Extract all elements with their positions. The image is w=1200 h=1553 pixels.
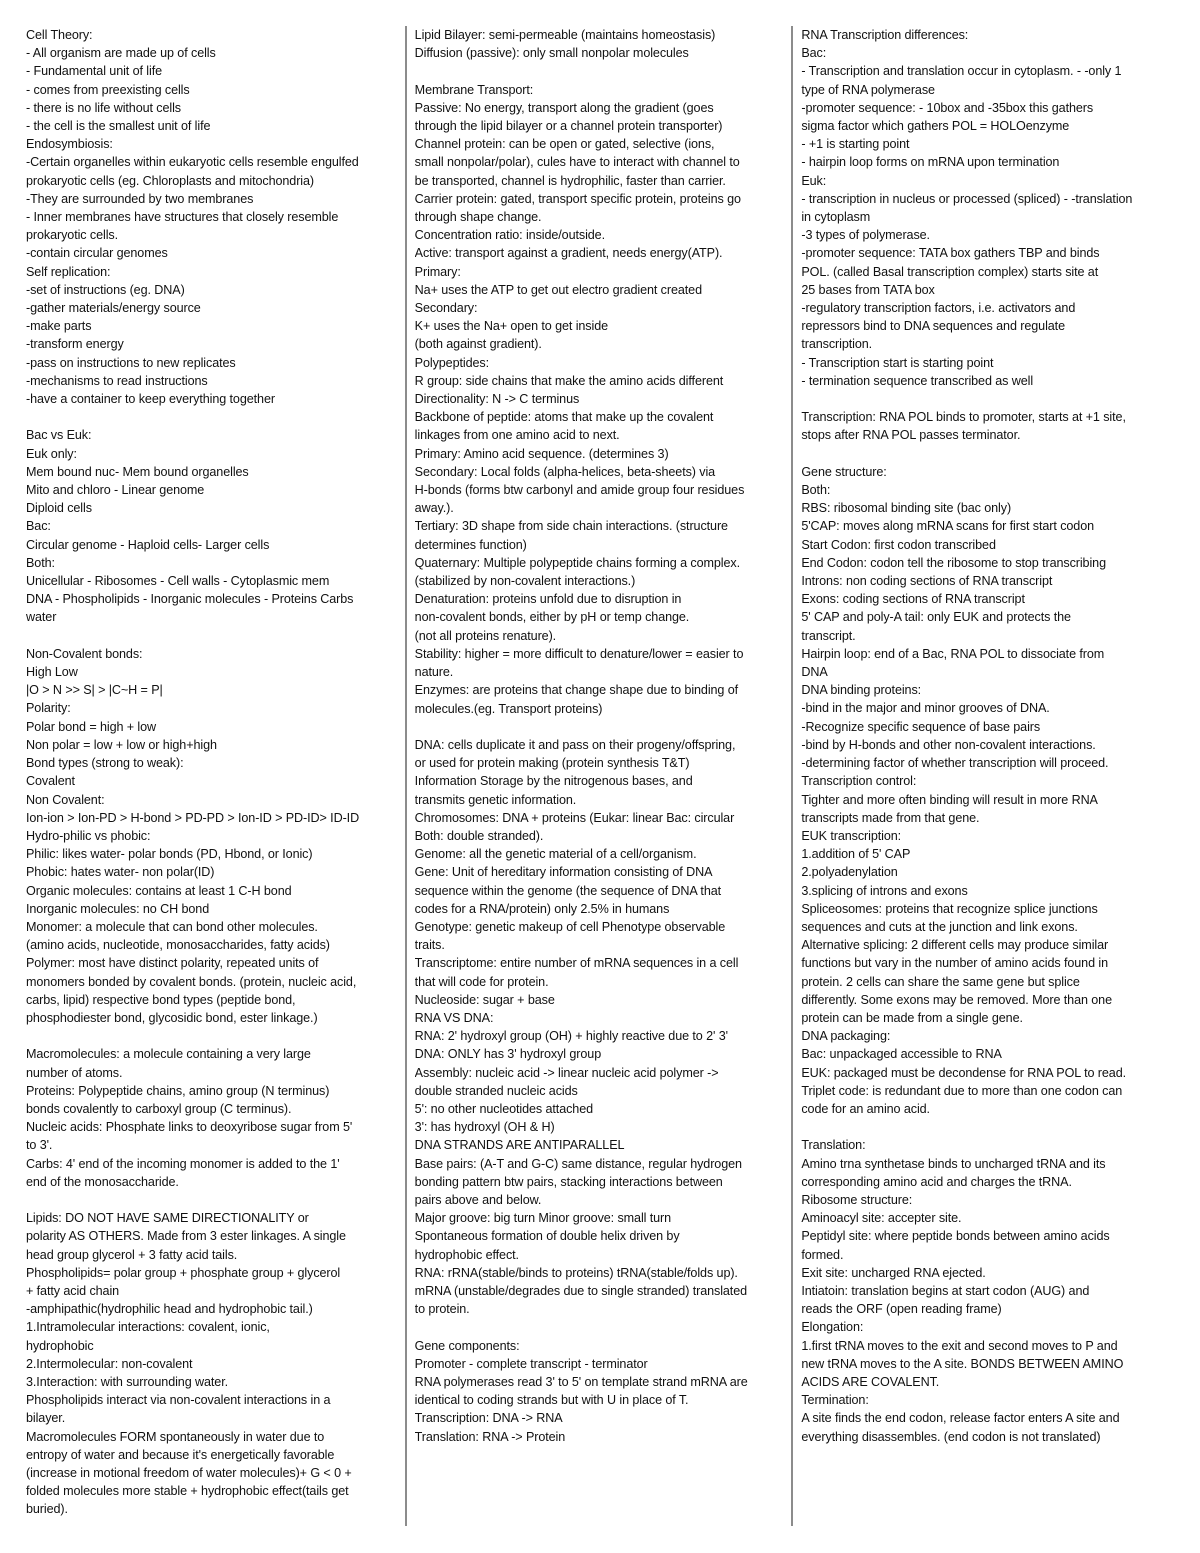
note-line: differently. Some exons may be removed. More than one [801,992,1112,1007]
notes-column-3 [793,26,1176,1526]
note-line: Start Codon: first codon transcribed [801,537,996,552]
note-line: Information Storage by the nitrogenous bases, and [414,774,693,789]
note-line: repressors bind to DNA sequences and regulate [801,319,1065,334]
note-line: RBS: ribosomal binding site (bac only) [801,501,1012,516]
note-line: pairs above and below. [414,1192,542,1207]
note-line: (amino acids, nucleotide, monosaccharides, fatty acids) [26,938,330,953]
note-line: Gene components: [414,1338,520,1353]
note-line: corresponding amino acid and charges the tRNA. [801,1174,1072,1189]
note-line [415,62,786,80]
note-line: Both: double stranded). [414,828,544,843]
note-line: Chromosomes: DNA + proteins (Eukar: linear Bac: circular [414,810,735,825]
note-line: -Certain organelles within eukaryotic cells resemble engulfed [26,155,359,170]
note-line: Inorganic molecules: no CH bond [26,901,210,916]
note-line: Transcriptome: entire number of mRNA sequences in a cell [414,956,739,971]
note-line: (increase in motional freedom of water molecules)+ G < 0 + [26,1465,352,1480]
note-line: - Transcription start is starting point [801,355,994,370]
note-line: Endosymbiosis: [26,137,113,152]
note-line: head group glycerol + 3 fatty acid tails. [26,1247,238,1262]
note-line: - comes from preexisting cells [26,82,190,97]
note-line: Channel protein: can be open or gated, selective (ions, [414,137,715,152]
note-line: Promoter - complete transcript - terminator [414,1356,648,1371]
note-line: hydrophobic effect. [414,1247,519,1262]
note-line: water [26,610,57,625]
note-line: Transcription: DNA -> RNA [414,1411,563,1426]
note-line: prokaryotic cells (eg. Chloroplasts and mitochondria) [26,173,314,188]
note-line: 2.polyadenylation [801,865,898,880]
note-line: + fatty acid chain [26,1283,120,1298]
note-line: 5'CAP: moves along mRNA scans for first start codon [801,519,1095,534]
note-line: Ion-ion > Ion-PD > H-bond > PD-PD > Ion-ID > PD-ID> ID-ID [26,810,360,825]
note-line: RNA: rRNA(stable/binds to proteins) tRNA(stable/folds up). [414,1265,738,1280]
note-line: Self replication: [26,264,111,279]
note-line: Mito and chloro - Linear genome [26,483,205,498]
note-line: double stranded nucleic acids [414,1083,578,1098]
note-line: Diffusion (passive): only small nonpolar molecules [414,46,689,61]
note-line [26,1027,399,1045]
note-line: - there is no life without cells [26,100,181,115]
note-line: mRNA (unstable/degrades due to single stranded) translated [414,1283,748,1298]
note-line: Polarity: [26,701,71,716]
note-line: Enzymes: are proteins that change shape due to binding of [414,683,739,698]
note-line: - the cell is the smallest unit of life [26,119,211,134]
note-line [26,1191,399,1209]
note-line: formed. [801,1247,844,1262]
note-line: -have a container to keep everything together [26,392,275,407]
note-line: Passive: No energy, transport along the gradient (goes [414,100,714,115]
note-line: Bond types (strong to weak): [26,756,184,771]
note-line: -amphipathic(hydrophilic head and hydrophobic tail.) [26,1302,313,1317]
note-line: transcription. [801,337,873,352]
note-line: phosphodiester bond, glycosidic bond, ester linkage.) [26,1010,318,1025]
note-line: Peptidyl site: where peptide bonds between amino acids [801,1229,1110,1244]
note-line: Directionality: N -> C terminus [414,392,580,407]
note-line: EUK: packaged must be decondense for RNA POL to read. [801,1065,1127,1080]
note-line [801,445,1176,463]
note-line: Translation: [801,1138,866,1153]
note-line: transcript. [801,628,856,643]
note-line: Exit site: uncharged RNA ejected. [801,1265,986,1280]
note-line [801,390,1176,408]
note-line: - +1 is starting point [801,137,910,152]
note-line: -3 types of polymerase. [801,228,930,243]
note-line: Bac vs Euk: [26,428,92,443]
note-line: 25 bases from TATA box [801,282,935,297]
note-line: away.). [414,501,454,516]
note-line: sigma factor which gathers POL = HOLOenzyme [801,119,1070,134]
note-line: through shape change. [414,210,542,225]
note-line: - All organism are made up of cells [26,46,216,61]
note-line: DNA - Phospholipids - Inorganic molecules - Proteins Carbs [26,592,354,607]
note-line: Genome: all the genetic material of a cell/organism. [414,847,697,862]
note-line: - termination sequence transcribed as well [801,373,1034,388]
note-line: Major groove: big turn Minor groove: small turn [414,1211,672,1226]
note-line: RNA: 2' hydroxyl group (OH) + highly reactive due to 2' 3' [414,1029,728,1044]
note-line: Amino trna synthetase binds to uncharged tRNA and its [801,1156,1106,1171]
note-line: - transcription in nucleus or processed (spliced) - -translation [801,191,1133,206]
note-line: Monomer: a molecule that can bond other molecules. [26,919,318,934]
note-line: Carbs: 4' end of the incoming monomer is added to the 1' [26,1156,340,1171]
note-line: Tighter and more often binding will result in more RNA [801,792,1098,807]
note-line: 5': no other nucleotides attached [414,1101,594,1116]
note-line: Quaternary: Multiple polypeptide chains forming a complex. [414,555,740,570]
note-line: -make parts [26,319,92,334]
note-line: hydrophobic [26,1338,94,1353]
note-line: Aminoacyl site: accepter site. [801,1211,962,1226]
note-line: Organic molecules: contains at least 1 C-H bond [26,883,292,898]
note-line: Hydro-philic vs phobic: [26,828,151,843]
note-line: -pass on instructions to new replicates [26,355,236,370]
note-line: |O > N >> S| > |C~H = P| [26,683,163,698]
note-line: Bac: [801,46,827,61]
note-line: be transported, channel is hydrophilic, faster than carrier. [414,173,726,188]
note-line: (not all proteins renature). [414,628,557,643]
note-line: everything disassembles. (end codon is not translated) [801,1429,1101,1444]
note-line: transmits genetic information. [414,792,577,807]
note-line: bilayer. [26,1411,66,1426]
note-line: 3': has hydroxyl (OH & H) [414,1120,555,1135]
note-line: linkages from one amino acid to next. [414,428,620,443]
note-line: to protein. [414,1302,470,1317]
note-line: Euk only: [26,446,77,461]
note-line: monomers bonded by covalent bonds. (protein, nucleic acid, [26,974,357,989]
note-line: reads the ORF (open reading frame) [801,1302,1002,1317]
notes-column-2 [407,26,792,1526]
note-line: (stabilized by non-covalent interactions.) [414,574,636,589]
note-line: Lipids: DO NOT HAVE SAME DIRECTIONALITY or [26,1211,309,1226]
note-line: molecules.(eg. Transport proteins) [414,701,603,716]
note-line: Euk: [801,173,827,188]
note-line: Secondary: [414,301,478,316]
note-line: codes for a RNA/protein) only 2.5% in humans [414,901,670,916]
note-line: A site finds the end codon, release factor enters A site and [801,1411,1120,1426]
note-line: Unicellular - Ribosomes - Cell walls - Cytoplasmic mem [26,574,330,589]
note-line: to 3'. [26,1138,53,1153]
note-line: Gene: Unit of hereditary information consisting of DNA [414,865,713,880]
note-line: -set of instructions (eg. DNA) [26,282,185,297]
note-line: Macromolecules: a molecule containing a very large [26,1047,311,1062]
note-line: 2.Intermolecular: non-covalent [26,1356,193,1371]
note-line: -promoter sequence: TATA box gathers TBP and binds [801,246,1100,261]
note-line: Spliceosomes: proteins that recognize splice junctions [801,901,1098,916]
note-line: sequences and cuts at the junction and link exons. [801,919,1078,934]
note-line: 3.Interaction: with surrounding water. [26,1374,229,1389]
note-line: buried). [26,1502,68,1517]
note-line: -regulatory transcription factors, i.e. activators and [801,301,1076,316]
note-line: -bind in the major and minor grooves of DNA. [801,701,1050,716]
note-line [801,1118,1176,1136]
note-line: R group: side chains that make the amino acids different [414,373,724,388]
note-line: in cytoplasm [801,210,871,225]
note-line: Phobic: hates water- non polar(ID) [26,865,215,880]
note-line: Non polar = low + low or high+high [26,737,217,752]
note-line: Phospholipids interact via non-covalent interactions in a [26,1393,331,1408]
note-line: Backbone of peptide: atoms that make up the covalent [414,410,714,425]
note-line: DNA STRANDS ARE ANTIPARALLEL [414,1138,625,1153]
note-line: Triplet code: is redundant due to more than one codon can [801,1083,1123,1098]
note-line: DNA [801,665,828,680]
note-line: -contain circular genomes [26,246,168,261]
note-line: Philic: likes water- polar bonds (PD, Hbond, or Ionic) [26,847,313,862]
note-line: Both: [26,555,55,570]
notes-column-1 [26,26,405,1526]
note-line: POL. (called Basal transcription complex) starts site at [801,264,1099,279]
note-line: RNA Transcription differences: [801,28,969,42]
note-line: stops after RNA POL passes terminator. [801,428,1021,443]
note-line: Polypeptides: [414,355,489,370]
note-line: - hairpin loop forms on mRNA upon termination [801,155,1060,170]
note-line: Tertiary: 3D shape from side chain interactions. (structure [414,519,728,534]
note-line: entropy of water and because it's energetically favorable [26,1447,335,1462]
note-line: 1.addition of 5' CAP [801,847,911,862]
note-line: End Codon: codon tell the ribosome to stop transcribing [801,555,1106,570]
note-line: Base pairs: (A-T and G-C) same distance, regular hydrogen [414,1156,742,1171]
note-line: Covalent [26,774,75,789]
note-line: type of RNA polymerase [801,82,935,97]
note-line: new tRNA moves to the A site. BONDS BETWEEN AMINO [801,1356,1124,1371]
note-line: -mechanisms to read instructions [26,373,208,388]
note-line: Alternative splicing: 2 different cells may produce similar [801,938,1109,953]
note-line: Genotype: genetic makeup of cell Phenotype observable [414,919,726,934]
note-line: Nucleoside: sugar + base [414,992,555,1007]
note-line: through the lipid bilayer or a channel protein transporter) [414,119,723,133]
note-line: code for an amino acid. [801,1101,930,1116]
note-line: - Transcription and translation occur in cytoplasm. - -only 1 [801,64,1122,79]
note-line: Exons: coding sections of RNA transcript [801,592,1025,607]
note-line: nature. [414,665,454,680]
note-line: -promoter sequence: - 10box and -35box this gathers [801,100,1094,115]
note-line: Carrier protein: gated, transport specific protein, proteins go [414,191,741,206]
note-line: Bac: [26,519,51,534]
note-line: Primary: [414,264,461,279]
note-line: Membrane Transport: [414,82,534,97]
note-line: DNA: cells duplicate it and pass on their progeny/offspring, [414,737,736,752]
note-line: sequence within the genome (the sequence of DNA that [414,883,722,898]
note-line: Both: [801,483,831,498]
note-line: -They are surrounded by two membranes [26,191,254,206]
note-line: Termination: [801,1393,869,1408]
note-line: Circular genome - Haploid cells- Larger cells [26,537,270,552]
note-line: Translation: RNA -> Protein [414,1429,566,1444]
note-line: end of the monosaccharide. [26,1174,179,1189]
note-line: number of atoms. [26,1065,123,1080]
note-line: Polar bond = high + low [26,719,157,734]
note-line: folded molecules more stable + hydrophobic effect(tails get [26,1484,349,1499]
note-line: or used for protein making (protein synthesis T&T) [414,756,690,771]
note-line: prokaryotic cells. [26,228,118,243]
note-line: 3.splicing of introns and exons [801,883,968,898]
note-line: Elongation: [801,1320,864,1335]
note-line: -gather materials/energy source [26,301,201,316]
note-line: Spontaneous formation of double helix driven by [414,1229,680,1244]
note-line: -Recognize specific sequence of base pairs [801,719,1041,734]
note-line: RNA VS DNA: [414,1010,494,1025]
note-line: Nucleic acids: Phosphate links to deoxyribose sugar from 5' [26,1120,353,1135]
note-line: Hairpin loop: end of a Bac, RNA POL to dissociate from [801,646,1105,661]
note-line: Diploid cells [26,501,92,516]
note-line: Gene structure: [801,464,887,479]
note-line: Na+ uses the ATP to get out electro gradient created [414,282,702,297]
note-line: Non Covalent: [26,792,105,807]
note-line: Phospholipids= polar group + phosphate group + glycerol [26,1265,341,1280]
note-line: transcripts made from that gene. [801,810,980,825]
note-line: Transcription control: [801,774,917,789]
note-line: Polymer: most have distinct polarity, repeated units of [26,956,319,971]
note-line: RNA polymerases read 3' to 5' on template strand mRNA are [414,1374,748,1389]
note-line: DNA: ONLY has 3' hydroxyl group [414,1047,602,1062]
note-line: Primary: Amino acid sequence. (determines 3) [414,446,669,461]
note-line: ACIDS ARE COVALENT. [801,1374,940,1389]
note-line [26,408,399,426]
note-line: polarity AS OTHERS. Made from 3 ester linkages. A single [26,1229,346,1244]
note-line: bonds covalently to carboxyl group (C terminus). [26,1101,292,1116]
note-line: - Inner membranes have structures that closely resemble [26,210,339,225]
note-line: Transcription: RNA POL binds to promoter, starts at +1 site, [801,410,1126,425]
note-line: protein. 2 cells can share the same gene but splice [801,974,1080,989]
note-line: Assembly: nucleic acid -> linear nucleic acid polymer -> [414,1065,719,1080]
note-line: H-bonds (forms btw carbonyl and amide group four residues [414,483,745,498]
note-line: Non-Covalent bonds: [26,646,143,661]
note-line: 1.first tRNA moves to the exit and second moves to P and [801,1338,1118,1353]
note-line: functions but vary in the number of amino acids found in [801,956,1108,971]
note-line: Ribosome structure: [801,1192,913,1207]
note-line: small nonpolar/polar), cules have to interact with channel to [414,155,740,170]
note-line: K+ uses the Na+ open to get inside [414,319,609,334]
note-line: DNA packaging: [801,1029,891,1044]
note-line: Lipid Bilayer: semi-permeable (maintains homeostasis) [414,28,716,42]
note-line: protein can be made from a single gene. [801,1010,1023,1025]
note-line: - Fundamental unit of life [26,64,163,79]
note-line [26,627,399,645]
note-line: Introns: non coding sections of RNA transcript [801,574,1053,589]
note-line: 1.Intramolecular interactions: covalent, ionic, [26,1320,270,1335]
note-line: (both against gradient). [414,337,542,352]
note-line: Concentration ratio: inside/outside. [414,228,605,243]
note-line: identical to coding strands but with U in place of T. [414,1393,689,1408]
note-line [415,718,786,736]
note-line: Denaturation: proteins unfold due to disruption in [414,592,682,607]
note-line: non-covalent bonds, either by pH or temp change. [414,610,690,625]
note-line: High Low [26,665,78,680]
note-line: bonding pattern btw pairs, stacking interactions between [414,1174,723,1189]
note-line: Mem bound nuc- Mem bound organelles [26,464,249,479]
note-line: Macromolecules FORM spontaneously in water due to [26,1429,325,1444]
note-line: 5' CAP and poly-A tail: only EUK and protects the [801,610,1071,625]
note-line: -transform energy [26,337,124,352]
note-line: Cell Theory: [26,28,93,42]
note-line: that will code for protein. [414,974,549,989]
note-line: -determining factor of whether transcription will proceed. [801,756,1109,771]
note-line: carbs, lipid) respective bond types (peptide bond, [26,992,296,1007]
notes-page [26,26,1176,1526]
note-line: determines function) [414,537,527,552]
note-line: Bac: unpackaged accessible to RNA [801,1047,1002,1062]
note-line: EUK transcription: [801,828,902,843]
note-line: Proteins: Polypeptide chains, amino group (N terminus) [26,1083,330,1098]
note-line: Stability: higher = more difficult to denature/lower = easier to [414,646,744,661]
note-line: Intiatoin: translation begins at start codon (AUG) and [801,1283,1090,1298]
note-line: DNA binding proteins: [801,683,922,698]
note-line: Secondary: Local folds (alpha-helices, beta-sheets) via [414,464,716,479]
note-line: Active: transport against a gradient, needs energy(ATP). [414,246,723,261]
note-line [415,1318,786,1336]
note-line: -bind by H-bonds and other non-covalent interactions. [801,737,1096,752]
note-line: traits. [414,938,445,953]
